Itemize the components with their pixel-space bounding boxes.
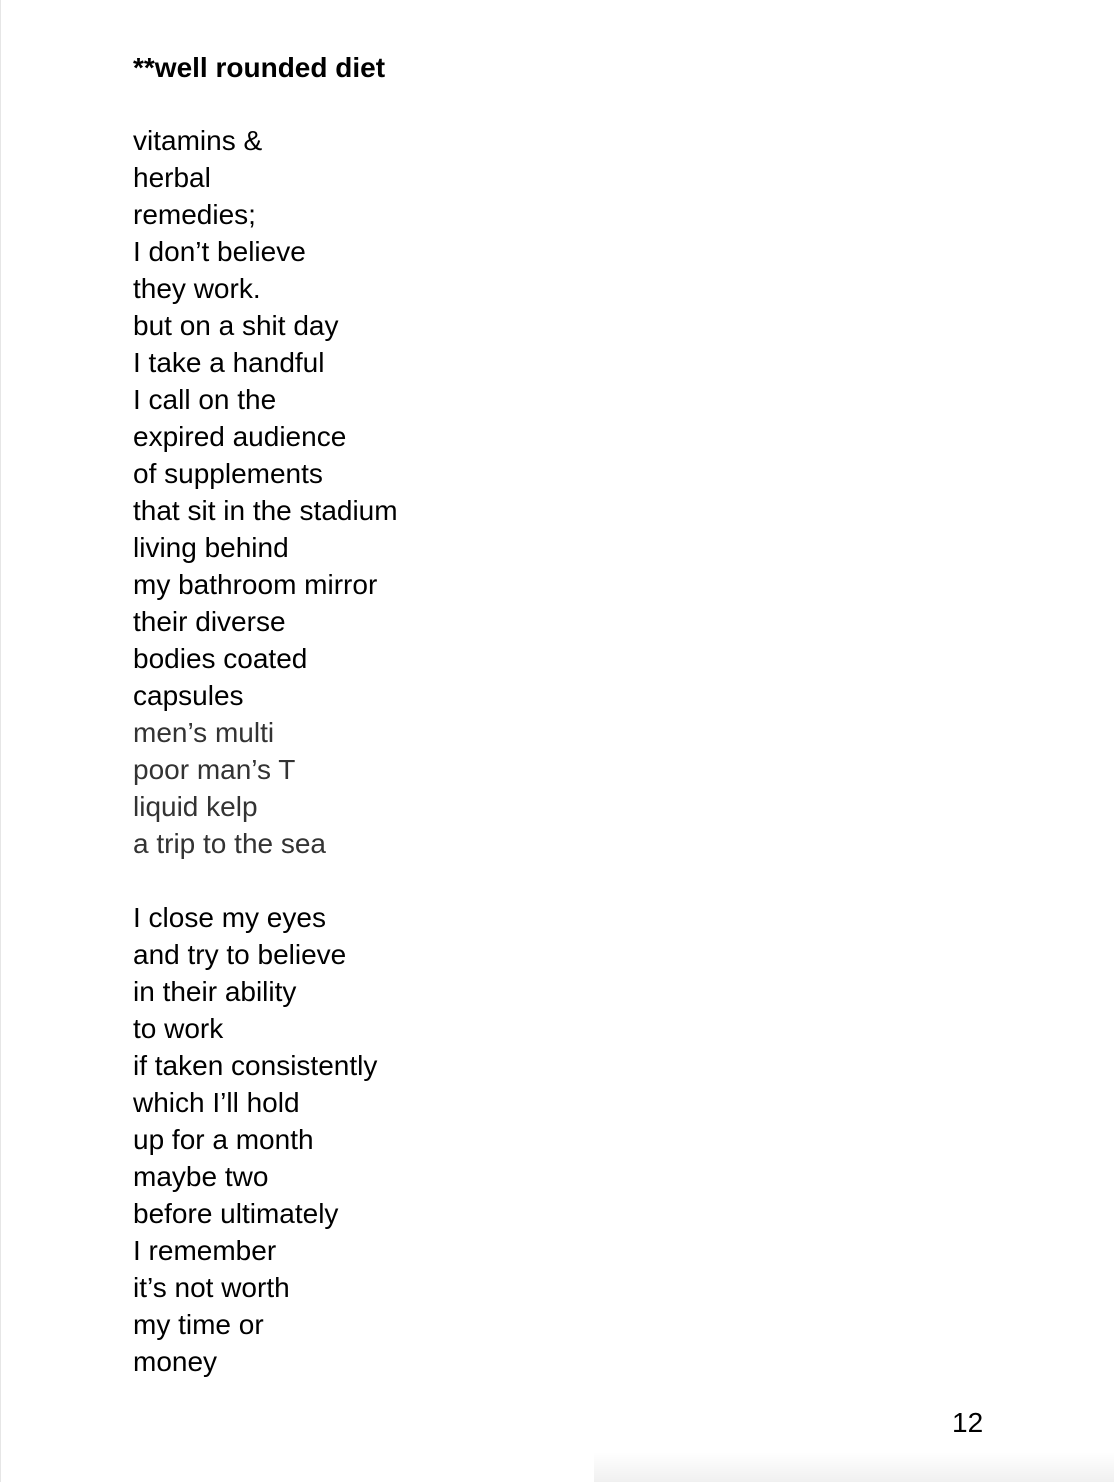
poem-line: my time or xyxy=(133,1309,264,1340)
poem-line: but on a shit day xyxy=(133,310,339,341)
poem-line: if taken consistently xyxy=(133,1050,378,1081)
poem-line: up for a month xyxy=(133,1124,314,1155)
page-number: 12 xyxy=(952,1407,984,1438)
poem-line: their diverse xyxy=(133,606,286,637)
poem-line: herbal xyxy=(133,162,211,193)
poem-line: expired audience xyxy=(133,421,347,452)
poem-line: that sit in the stadium xyxy=(133,495,398,526)
poem-line: poor man’s T xyxy=(133,754,296,785)
poem-line: before ultimately xyxy=(133,1198,339,1229)
stanza-1 xyxy=(133,122,398,862)
poem-title: **well rounded diet xyxy=(133,52,386,83)
poem-line: remedies; xyxy=(133,199,256,230)
poem-line: which I’ll hold xyxy=(133,1087,300,1118)
poem-line: my bathroom mirror xyxy=(133,569,378,600)
poem-line: bodies coated xyxy=(133,643,308,674)
poem-line: to work xyxy=(133,1013,224,1044)
poem-line: I close my eyes xyxy=(133,902,326,933)
poem-line: of supplements xyxy=(133,458,323,489)
poem-line: men’s multi xyxy=(133,717,275,748)
stanza-2 xyxy=(133,899,377,1380)
poem-line: I remember xyxy=(133,1235,277,1266)
poem-line: they work. xyxy=(133,273,261,304)
poem-line: a trip to the sea xyxy=(133,828,327,859)
poem-line: and try to believe xyxy=(133,939,347,970)
poem-line: I take a handful xyxy=(133,347,325,378)
poem-line: I call on the xyxy=(133,384,277,415)
poem-line: money xyxy=(133,1346,218,1377)
poem-line: it’s not worth xyxy=(133,1272,290,1303)
poem-line: maybe two xyxy=(133,1161,269,1192)
poem-line: capsules xyxy=(133,680,244,711)
poem-line: vitamins & xyxy=(133,125,263,156)
poem-line: I don’t believe xyxy=(133,236,306,267)
poem-line: in their ability xyxy=(133,976,297,1007)
poem-line: living behind xyxy=(133,532,289,563)
poem-line: liquid kelp xyxy=(133,791,258,822)
